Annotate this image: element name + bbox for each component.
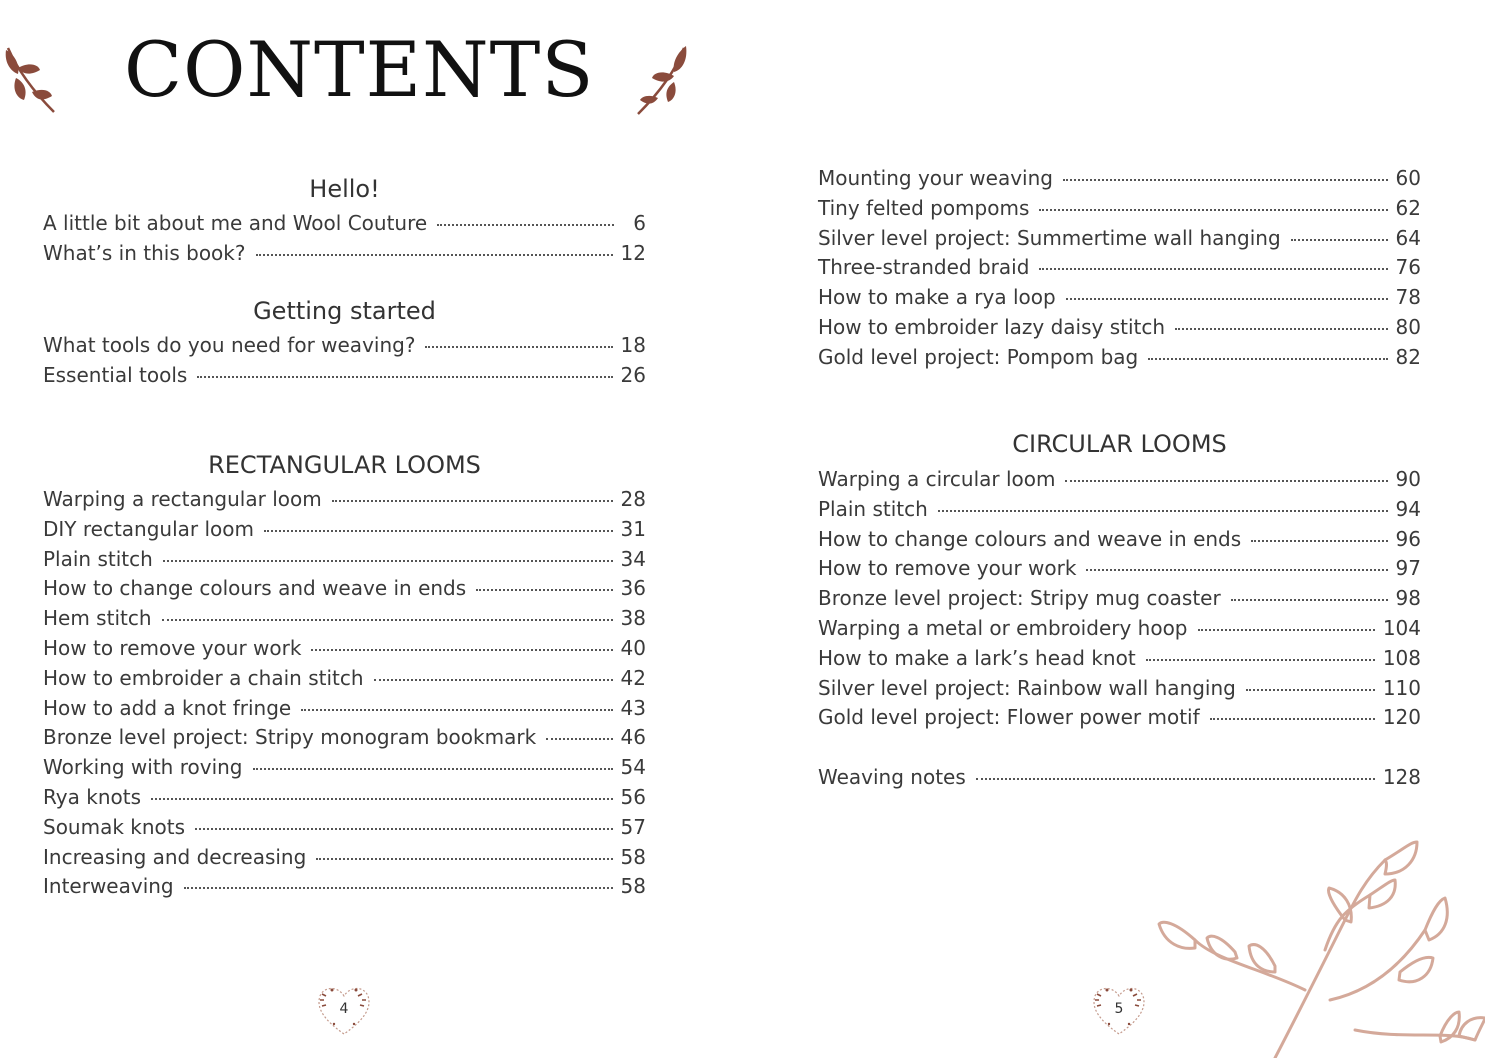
dot-leader: [301, 709, 612, 711]
toc-entry[interactable]: [818, 676, 1421, 706]
toc-entry-page: 38: [620, 606, 646, 631]
toc-entry-page: 43: [620, 695, 646, 720]
dot-leader: [197, 376, 612, 378]
leaf-sprig-left-icon: [2, 40, 58, 116]
toc-entry-title: Plain stitch: [818, 496, 928, 521]
toc-entry[interactable]: [818, 255, 1421, 285]
toc-entry-page: 12: [620, 240, 646, 265]
toc-entry[interactable]: [818, 705, 1421, 735]
toc-entry-page: 46: [620, 725, 646, 750]
toc-entry[interactable]: [818, 315, 1421, 345]
page-number-badge-right: [1087, 982, 1151, 1040]
section-heading-rectangular-looms: RECTANGULAR LOOMS: [208, 451, 481, 479]
toc-entry-page: 110: [1382, 675, 1421, 700]
toc-entry[interactable]: [43, 845, 646, 875]
toc-entry[interactable]: [818, 285, 1421, 315]
section-heading-getting-started: Getting started: [253, 297, 436, 325]
toc-entry-page: 96: [1395, 526, 1421, 551]
toc-entry[interactable]: [818, 616, 1421, 646]
toc-entry[interactable]: [818, 226, 1421, 256]
toc-entry-page: 97: [1395, 556, 1421, 581]
toc-entry-page: 82: [1395, 344, 1421, 369]
toc-entry-title: DIY rectangular loom: [43, 516, 255, 541]
toc-entry[interactable]: [43, 547, 646, 577]
dot-leader: [1039, 209, 1387, 211]
toc-entry-page: 40: [620, 635, 646, 660]
toc-entry[interactable]: [43, 874, 646, 904]
toc-entry-page: 26: [620, 362, 646, 387]
dot-leader: [1246, 689, 1375, 691]
dot-leader: [184, 887, 613, 889]
toc-entry-page: 104: [1382, 615, 1421, 640]
toc-entry-page: 76: [1395, 255, 1421, 280]
toc-entry-page: 98: [1395, 586, 1421, 611]
toc-entry-title: Rya knots: [43, 784, 142, 809]
dot-leader: [476, 589, 612, 591]
toc-entry-page: 58: [620, 874, 646, 899]
dot-leader: [316, 858, 612, 860]
toc-entry[interactable]: [818, 166, 1421, 196]
toc-entry-title: Essential tools: [43, 362, 188, 387]
toc-entry[interactable]: [818, 497, 1421, 527]
dot-leader: [374, 679, 613, 681]
toc-entry-title: Working with roving: [43, 755, 243, 780]
toc-entry-title: How to embroider lazy daisy stitch: [818, 314, 1166, 339]
toc-entry-title: Warping a rectangular loom: [43, 487, 322, 511]
toc-entry-title: Bronze level project: Stripy monogram bookmark: [43, 725, 537, 750]
toc-entry-title: Increasing and decreasing: [43, 844, 307, 869]
dot-leader: [1175, 328, 1388, 330]
dot-leader: [256, 254, 613, 256]
toc-entry[interactable]: [43, 606, 646, 636]
dot-leader: [1146, 659, 1375, 661]
toc-entry-page: 128: [1382, 765, 1421, 789]
toc-entry[interactable]: [818, 527, 1421, 557]
toc-entry-page: 54: [620, 755, 646, 780]
toc-entry-title: Mounting your weaving: [818, 166, 1053, 190]
toc-entry[interactable]: [818, 196, 1421, 226]
toc-entry-page: 42: [620, 665, 646, 690]
toc-entry[interactable]: [818, 586, 1421, 616]
toc-entry-title: Interweaving: [43, 874, 174, 899]
toc-entry-page: 6: [633, 211, 646, 235]
dot-leader: [546, 738, 612, 740]
toc-entry-title: How to change colours and weave in ends: [818, 526, 1242, 551]
dot-leader: [976, 778, 1375, 780]
leaf-sprig-right-icon: [632, 42, 690, 118]
dot-leader: [162, 619, 613, 621]
dot-leader: [1086, 569, 1387, 571]
section-heading-circular-looms: CIRCULAR LOOMS: [1012, 430, 1227, 458]
toc-entry-title: Bronze level project: Stripy mug coaster: [818, 586, 1221, 611]
toc-entry-title: Tiny felted pompoms: [818, 195, 1030, 220]
toc-list-continued: [818, 166, 1421, 375]
toc-entry[interactable]: [43, 666, 646, 696]
toc-entry[interactable]: [43, 363, 646, 393]
toc-entry[interactable]: [43, 636, 646, 666]
dot-leader: [1231, 599, 1388, 601]
toc-entry-page: 34: [620, 546, 646, 571]
toc-entry-page: 62: [1395, 195, 1421, 220]
toc-entry-page: 120: [1382, 705, 1421, 730]
dot-leader: [1291, 239, 1388, 241]
toc-entry-title: Warping a metal or embroidery hoop: [818, 615, 1188, 640]
toc-entry-title: Weaving notes: [818, 765, 966, 789]
toc-list-circular-looms: [818, 467, 1421, 735]
toc-entry-title: Warping a circular loom: [818, 467, 1056, 491]
page-number: 5: [1114, 1001, 1124, 1017]
toc-entry[interactable]: [43, 576, 646, 606]
dot-leader: [1210, 718, 1375, 720]
toc-entry[interactable]: [43, 487, 646, 517]
toc-entry-title: Gold level project: Pompom bag: [818, 344, 1139, 369]
toc-entry-page: 56: [620, 784, 646, 809]
toc-entry-page: 94: [1395, 496, 1421, 521]
toc-list-hello: [43, 211, 646, 271]
toc-entry-title: How to embroider a chain stitch: [43, 665, 364, 690]
page-title: CONTENTS: [124, 25, 595, 114]
toc-entry[interactable]: [818, 646, 1421, 676]
toc-entry-title: How to remove your work: [43, 635, 302, 660]
dot-leader: [1066, 298, 1388, 300]
toc-entry[interactable]: [43, 517, 646, 547]
toc-entry[interactable]: [43, 785, 646, 815]
dot-leader: [1148, 358, 1387, 360]
toc-entry-title: A little bit about me and Wool Couture: [43, 211, 428, 235]
toc-entry-title: Silver level project: Rainbow wall hanging: [818, 675, 1236, 700]
dot-leader: [1039, 268, 1387, 270]
toc-entry-title: How to make a lark’s head knot: [818, 645, 1136, 670]
toc-entry-page: 18: [620, 333, 646, 357]
dot-leader: [437, 224, 614, 226]
dot-leader: [1251, 540, 1387, 542]
dot-leader: [264, 530, 613, 532]
dot-leader: [332, 500, 613, 502]
toc-list-rectangular-looms: [43, 487, 646, 904]
page-number-badge-left: [312, 982, 376, 1040]
dot-leader: [1063, 179, 1388, 181]
toc-entry[interactable]: [43, 333, 646, 363]
dot-leader: [253, 768, 613, 770]
toc-entry-title: Silver level project: Summertime wall hanging: [818, 225, 1281, 250]
toc-entry-page: 90: [1395, 467, 1421, 491]
toc-list-getting-started: [43, 333, 646, 393]
dot-leader: [425, 346, 612, 348]
toc-entry-page: 28: [620, 487, 646, 511]
toc-entry-page: 60: [1395, 166, 1421, 190]
toc-entry-title: How to make a rya loop: [818, 285, 1056, 310]
toc-entry-page: 80: [1395, 314, 1421, 339]
toc-entry[interactable]: [43, 211, 646, 241]
dot-leader: [1065, 480, 1387, 482]
toc-entry-page: 36: [620, 576, 646, 601]
toc-entry[interactable]: [818, 345, 1421, 375]
toc-entry[interactable]: [43, 696, 646, 726]
dot-leader: [151, 798, 613, 800]
toc-entry[interactable]: [818, 556, 1421, 586]
toc-entry[interactable]: [43, 241, 646, 271]
dot-leader: [163, 560, 613, 562]
dot-leader: [311, 649, 612, 651]
toc-entry-title: Three-stranded braid: [818, 255, 1030, 280]
toc-entry[interactable]: [818, 765, 1421, 795]
dot-leader: [195, 828, 613, 830]
toc-entry[interactable]: [818, 467, 1421, 497]
page-number: 4: [339, 1001, 349, 1017]
toc-entry-page: 58: [620, 844, 646, 869]
toc-entry[interactable]: [43, 815, 646, 845]
toc-list-notes: [818, 765, 1421, 795]
dot-leader: [938, 510, 1388, 512]
toc-entry-title: How to remove your work: [818, 556, 1077, 581]
toc-entry-title: Gold level project: Flower power motif: [818, 705, 1200, 730]
toc-entry[interactable]: [43, 755, 646, 785]
dot-leader: [1198, 629, 1375, 631]
toc-entry-title: Soumak knots: [43, 814, 186, 839]
toc-entry-title: How to change colours and weave in ends: [43, 576, 467, 601]
toc-entry-title: How to add a knot fringe: [43, 695, 292, 720]
toc-entry-page: 64: [1395, 225, 1421, 250]
toc-entry[interactable]: [43, 725, 646, 755]
toc-entry-title: What’s in this book?: [43, 240, 246, 265]
toc-entry-page: 57: [620, 814, 646, 839]
toc-entry-title: What tools do you need for weaving?: [43, 333, 416, 357]
toc-entry-title: Hem stitch: [43, 606, 152, 631]
leafy-branch-icon: [1155, 840, 1485, 1058]
toc-entry-page: 31: [620, 516, 646, 541]
toc-entry-page: 78: [1395, 285, 1421, 310]
section-heading-hello: Hello!: [309, 175, 380, 203]
toc-entry-title: Plain stitch: [43, 546, 153, 571]
toc-entry-page: 108: [1382, 645, 1421, 670]
